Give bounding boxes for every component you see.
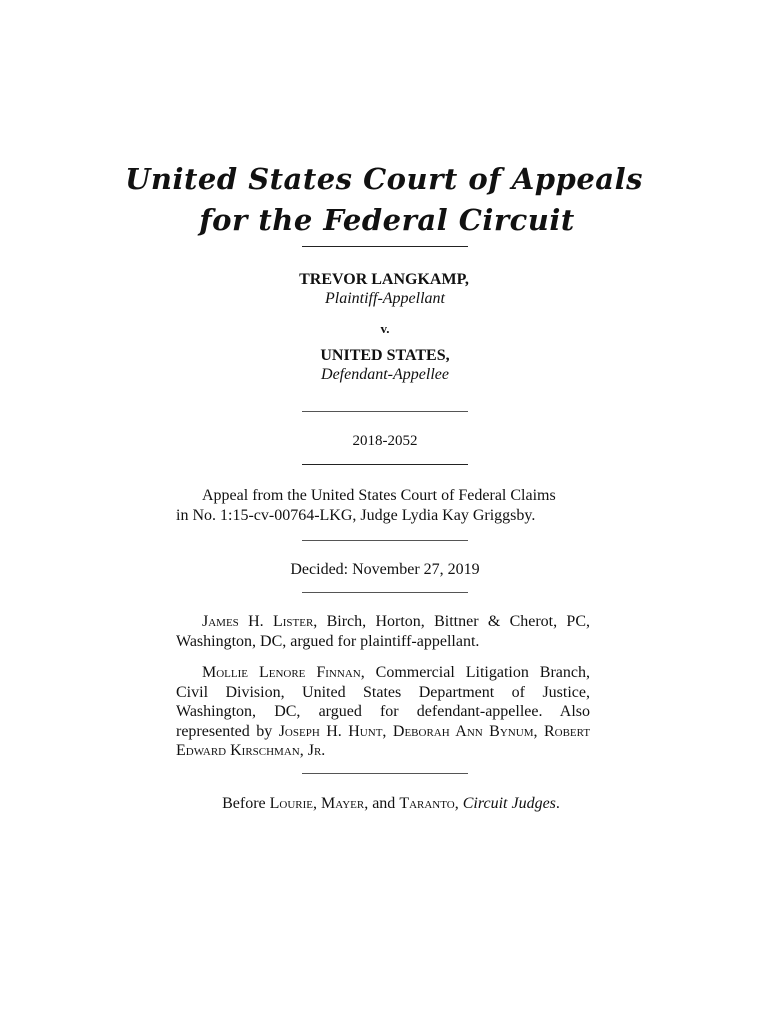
divider (302, 246, 468, 247)
attorney-name: James H. Lister (202, 613, 314, 630)
divider (302, 411, 468, 412)
defendant-role: Defendant-Appellee (321, 366, 449, 383)
separator: , (454, 795, 463, 812)
judge-name: Mayer (321, 795, 365, 812)
divider (302, 464, 468, 465)
separator: . (555, 795, 560, 812)
counsel-text: , Birch, Horton, Bittner & Cherot, PC, Washington, DC, argued for plaintiff-appellant. (176, 613, 590, 650)
court-name-line1: United States Court of Appeals (125, 162, 643, 196)
separator: , and (364, 795, 400, 812)
appeal-paragraph (176, 486, 590, 525)
plaintiff-role: Plaintiff-Appellant (325, 290, 445, 307)
attorney-name: Mollie Lenore Finnan (202, 664, 361, 681)
attorney-name: Robert Edward Kirschman, Jr. (176, 722, 591, 759)
appeal-line2: in No. 1:15-cv-00764-LKG, Judge Lydia Kay Griggsby. (176, 506, 536, 524)
divider (302, 592, 468, 593)
judges-title: Circuit Judges (462, 795, 556, 812)
decided-date: Decided: November 27, 2019 (290, 561, 480, 578)
attorney-name: Joseph H. Hunt (278, 722, 383, 740)
separator: , (382, 722, 393, 740)
court-name-line2: for the Federal Circuit (199, 203, 575, 237)
separator: , (313, 795, 322, 812)
appeal-line1: Appeal from the United States Court of Federal Claims (202, 487, 556, 504)
judge-name: Taranto (399, 795, 455, 812)
counsel-paragraph-2 (176, 663, 590, 761)
defendant-name: UNITED STATES, (320, 347, 450, 364)
versus: v. (380, 321, 390, 336)
plaintiff-name: TREVOR LANGKAMP, (299, 271, 469, 288)
separator: , (533, 722, 544, 740)
docket-number: 2018-2052 (352, 433, 418, 449)
counsel-paragraph-1 (176, 612, 590, 651)
counsel-text: , Commercial Litigation Branch, Civil Division, United States Department of Justice, Washington, DC, argued for defendant-appellee. Also represented by (176, 664, 590, 740)
attorney-name: Deborah Ann Bynum (392, 722, 534, 740)
judge-name: Lourie (269, 795, 314, 812)
panel-before: Before (222, 795, 270, 812)
divider (302, 773, 468, 774)
panel-line (6, 794, 770, 813)
divider (302, 540, 468, 541)
